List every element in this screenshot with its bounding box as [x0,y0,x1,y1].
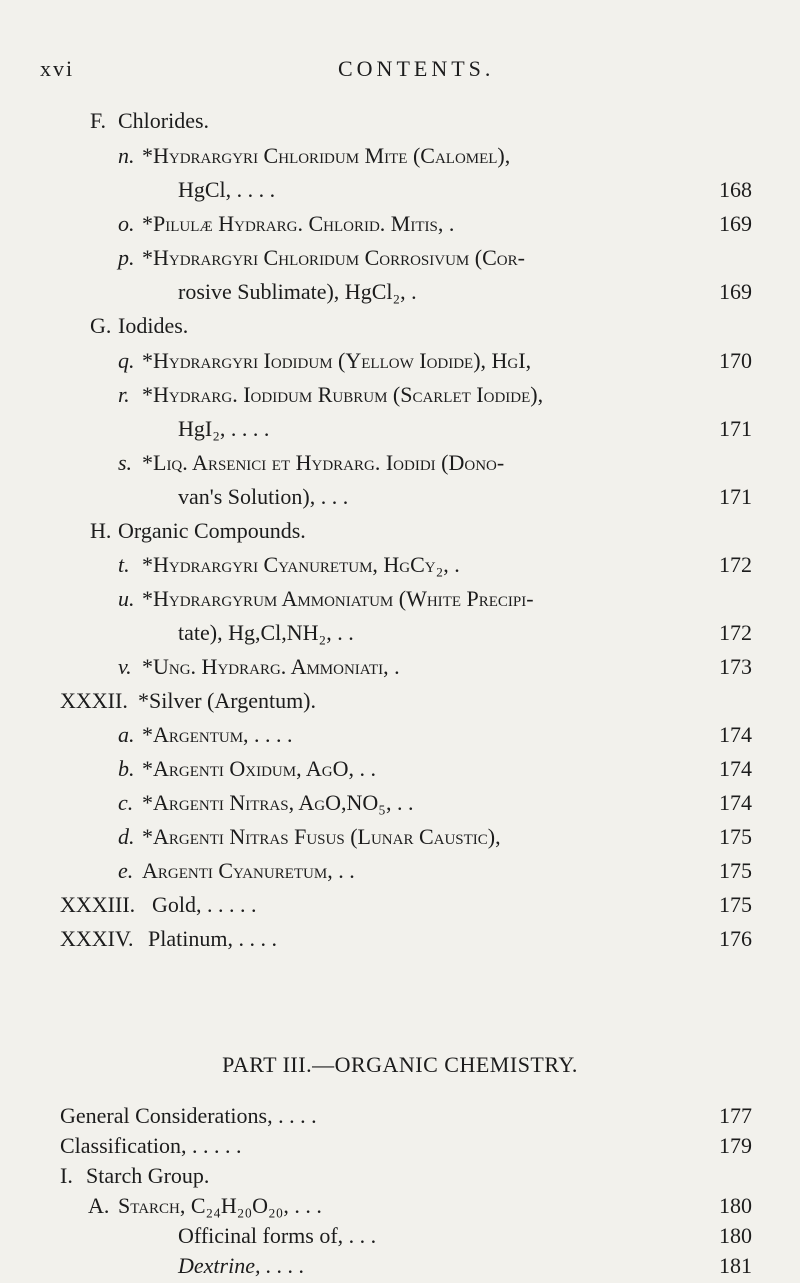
entry-page: 171 [719,416,752,441]
toc-entry [0,1251,800,1281]
entry-text: *Hydrargyri Iodidum (Yellow Iodide), HgI, [142,348,532,373]
toc-entry [0,412,800,446]
page-number: xvi [40,56,75,81]
toc-entry [0,548,800,582]
entry-text: General Considerations, . . . . [60,1103,317,1128]
entry-label: n. [118,143,135,168]
entry-text: *Argenti Oxidum, AgO, . . [142,756,376,781]
entry-label: u. [118,586,135,611]
entry-text: Iodides. [118,313,189,338]
entry-page: 171 [719,484,752,509]
entry-text: Officinal forms of, . . . [178,1223,377,1248]
toc-entry [0,173,800,207]
toc-entry [0,446,800,480]
entry-text: *Argentum, . . . . [142,722,293,747]
entry-page: 176 [719,926,752,951]
entry-text: HgI₂, . . . . [178,416,270,441]
entry-text: tate), Hg,Cl,NH₂, . . [178,620,354,645]
entry-label: I. [60,1163,73,1188]
entry-label: q. [118,348,135,373]
entry-label: H. [90,518,112,543]
toc-entry [0,616,800,650]
entry-text: *Argenti Nitras, AgO,NO₅, . . [142,790,414,815]
entry-label: r. [118,382,130,407]
toc-entry [0,752,800,786]
entry-label: b. [118,756,135,781]
entry-text: *Pilulæ Hydrarg. Chlorid. Mitis, . [142,211,455,236]
entry-label: o. [118,211,135,236]
entry-page: 174 [719,790,752,815]
entry-text: Gold, . . . . . [152,892,257,917]
entry-page: 179 [719,1133,752,1158]
toc-entry [0,922,800,956]
toc-entry [0,480,800,514]
entry-label: e. [118,858,134,883]
entry-label: c. [118,790,134,815]
entry-label: t. [118,552,130,577]
entry-label: d. [118,824,135,849]
entry-text: van's Solution), . . . [178,484,349,509]
entry-text: *Silver (Argentum). [138,688,317,713]
toc-entry [0,820,800,854]
entry-text: Starch Group. [86,1163,210,1188]
entry-label: A. [88,1193,110,1218]
entry-page: 169 [719,279,752,304]
entry-label: s. [118,450,133,475]
entry-label: a. [118,722,135,747]
entry-page: 175 [719,892,752,917]
toc-entry [0,854,800,888]
entry-text: *Ung. Hydrarg. Ammoniati, . [142,654,400,679]
entry-page: 169 [719,211,752,236]
entry-label: v. [118,654,132,679]
toc-entry [0,514,800,548]
toc-entry [0,786,800,820]
toc-entry [0,241,800,275]
entry-text: Organic Compounds. [118,518,306,543]
toc-entry [0,1131,800,1161]
toc-entry [0,1191,800,1221]
entry-text: *Hydrargyri Chloridum Corrosivum (Cor- [142,245,525,270]
entry-text: Starch, C₂₄H₂₀O₂₀, . . . [118,1193,322,1218]
entry-text: Chlorides. [118,108,210,133]
toc-entry [0,888,800,922]
toc-entry [0,582,800,616]
toc-entry [0,207,800,241]
entry-page: 181 [719,1253,752,1278]
entry-text: *Hydrargyri Cyanuretum, HgCy₂, . [142,552,460,577]
entry-text: *Liq. Arsenici et Hydrarg. Iodidi (Dono- [142,450,505,475]
entry-label: F. [90,108,106,133]
entry-text: Classification, . . . . . [60,1133,242,1158]
entry-text: *Argenti Nitras Fusus (Lunar Caustic), [142,824,501,849]
page-header [0,56,800,86]
entry-page: 180 [719,1223,752,1248]
entry-page: 175 [719,824,752,849]
toc-entry [0,1101,800,1131]
toc-entry [0,650,800,684]
toc-entry [0,344,800,378]
entry-label: p. [118,245,135,270]
entry-page: 177 [719,1103,752,1128]
toc-entry [0,275,800,309]
entry-label: XXXIII. [60,892,136,917]
running-title: CONTENTS. [338,56,495,81]
entry-text: Platinum, . . . . [148,926,277,951]
toc-entry [0,104,800,138]
entry-label: XXXII. [60,688,128,713]
entry-text: rosive Sublimate), HgCl₂, . [178,279,417,304]
toc-entry [0,378,800,412]
toc-entry [0,1221,800,1251]
entry-page: 170 [719,348,752,373]
entry-text: HgCl, . . . . [178,177,276,202]
entry-text: *Hydrarg. Iodidum Rubrum (Scarlet Iodide), [142,382,544,407]
entry-page: 175 [719,858,752,883]
entry-page: 173 [719,654,752,679]
toc-entry [0,1161,800,1191]
entry-page: 172 [719,620,752,645]
entry-text: *Hydrargyri Chloridum Mite (Calomel), [142,143,511,168]
entry-text: Argenti Cyanuretum, . . [142,858,355,883]
toc-entry [0,309,800,343]
entry-page: 180 [719,1193,752,1218]
entry-label: XXXIV. [60,926,134,951]
toc-entry [0,139,800,173]
toc-entry [0,684,800,718]
toc-entry [0,718,800,752]
entry-text: Dextrine, . . . . [178,1253,305,1278]
entry-text: *Hydrargyrum Ammoniatum (White Precipi- [142,586,534,611]
entry-label: G. [90,313,112,338]
entry-page: 174 [719,756,752,781]
entry-page: 168 [719,177,752,202]
entry-page: 172 [719,552,752,577]
part-heading: PART III.—ORGANIC CHEMISTRY. [222,1052,578,1077]
entry-page: 174 [719,722,752,747]
